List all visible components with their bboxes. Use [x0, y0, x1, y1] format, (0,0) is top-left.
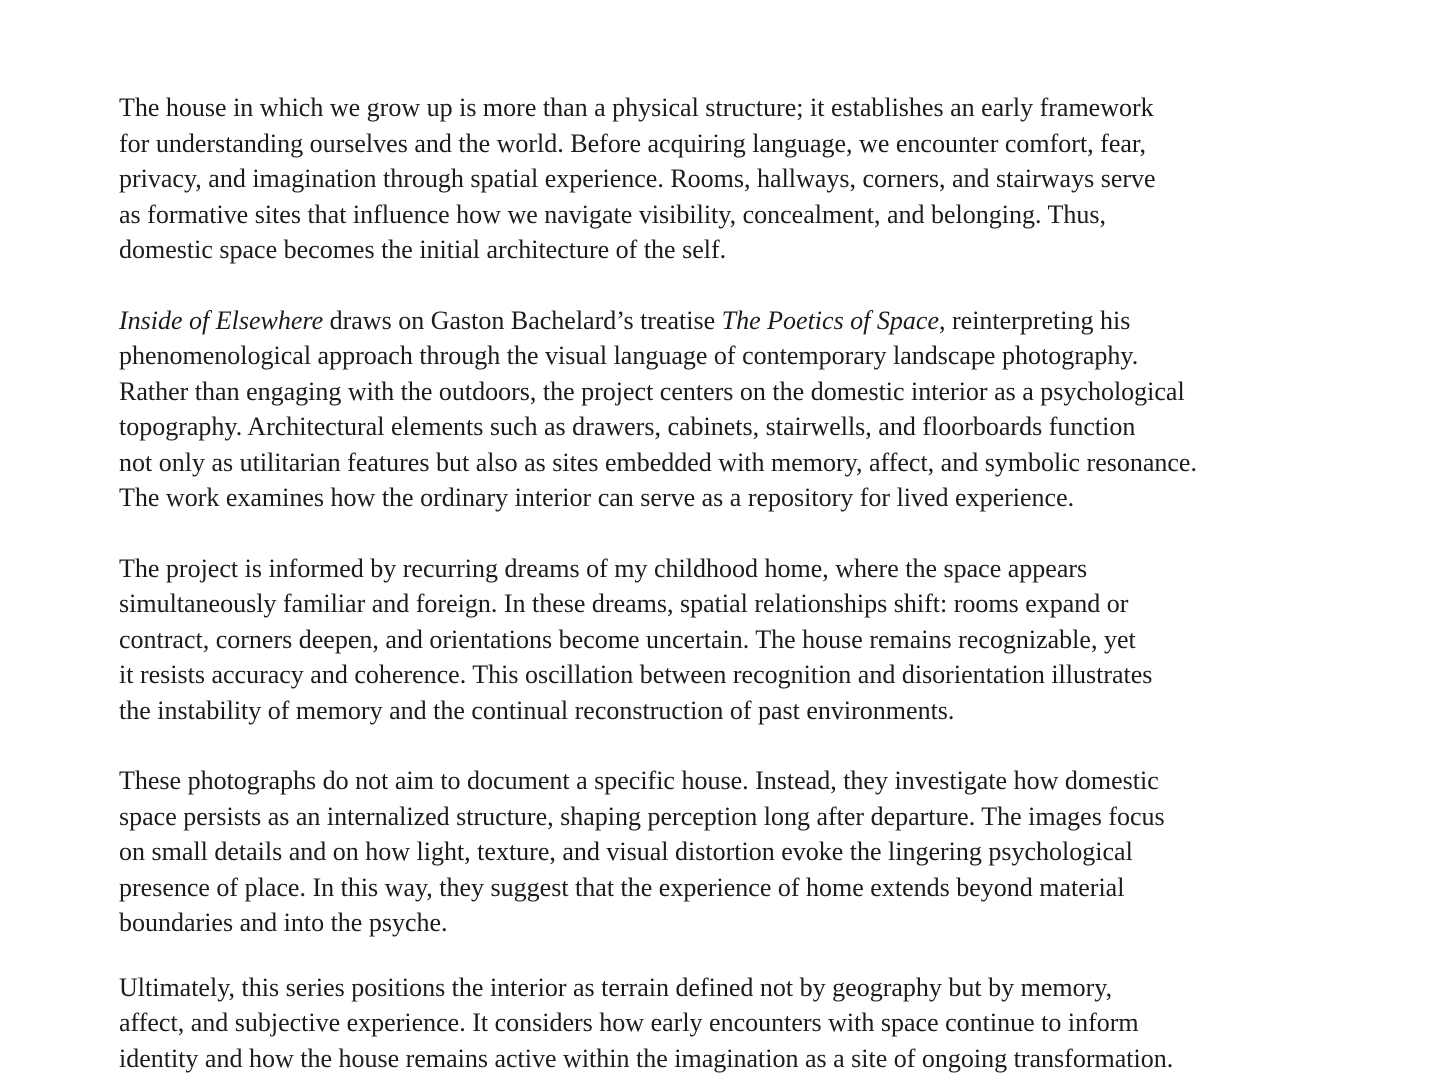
text-line: as formative sites that influence how we navigate visibility, concealment, and belonging. Thus, — [119, 199, 1107, 229]
text-line: presence of place. In this way, they suggest that the experience of home extends beyond material — [119, 872, 1125, 902]
text-line: The work examines how the ordinary interior can serve as a repository for lived experience. — [119, 483, 1075, 512]
text-line: Ultimately, this series positions the interior as terrain defined not by geography but by memory, — [119, 972, 1113, 1002]
paragraph-1 — [119, 90, 1319, 268]
text-line: privacy, and imagination through spatial experience. Rooms, hallways, corners, and stairways serve — [119, 164, 1156, 193]
text-line: domestic space becomes the initial architecture of the self. — [119, 235, 727, 264]
text-line: not only as utilitarian features but also as sites embedded with memory, affect, and symbolic resonance. — [119, 447, 1197, 477]
book-title: The Poetics of Space — [721, 305, 939, 335]
text-fragment: draws on Gaston Bachelard’s treatise — [323, 305, 722, 335]
text-line: the instability of memory and the continual reconstruction of past environments. — [119, 695, 955, 725]
text-line: on small details and on how light, texture, and visual distortion evoke the lingering psychological — [119, 837, 1133, 866]
work-title: Inside of Elsewhere — [119, 305, 324, 335]
text-line: contract, corners deepen, and orientations become uncertain. The house remains recognizable, yet — [119, 624, 1136, 654]
text-fragment: , reinterpreting his — [939, 305, 1131, 335]
text-line: Rather than engaging with the outdoors, the project centers on the domestic interior as a psychological — [119, 376, 1185, 406]
text-line: identity and how the house remains active within the imagination as a site of ongoing transformation. — [119, 1043, 1174, 1073]
text-line: space persists as an internalized structure, shaping perception long after departure. The images focus — [119, 801, 1165, 831]
text-line: The project is informed by recurring dreams of my childhood home, where the space appears — [119, 553, 1088, 583]
text-line: affect, and subjective experience. It considers how early encounters with space continue to inform — [119, 1008, 1139, 1037]
text-line: it resists accuracy and coherence. This oscillation between recognition and disorientation illustrates — [119, 660, 1153, 689]
text-line — [119, 303, 1319, 339]
text-line: phenomenological approach through the visual language of contemporary landscape photography. — [119, 341, 1139, 370]
paragraph-5 — [119, 970, 1319, 1077]
text-line: boundaries and into the psyche. — [119, 908, 448, 937]
paragraph-2 — [119, 303, 1319, 516]
text-line: simultaneously familiar and foreign. In these dreams, spatial relationships shift: rooms expand or — [119, 589, 1129, 618]
text-line: These photographs do not aim to document a specific house. Instead, they investigate how domestic — [119, 766, 1159, 795]
text-line: topography. Architectural elements such as drawers, cabinets, stairwells, and floorboards function — [119, 412, 1136, 441]
artist-statement — [119, 90, 1319, 1076]
text-line: The house in which we grow up is more than a physical structure; it establishes an early framework — [119, 93, 1154, 122]
paragraph-3 — [119, 551, 1319, 729]
text-line: for understanding ourselves and the world. Before acquiring language, we encounter comfort, fear, — [119, 128, 1147, 158]
paragraph-4 — [119, 763, 1319, 941]
